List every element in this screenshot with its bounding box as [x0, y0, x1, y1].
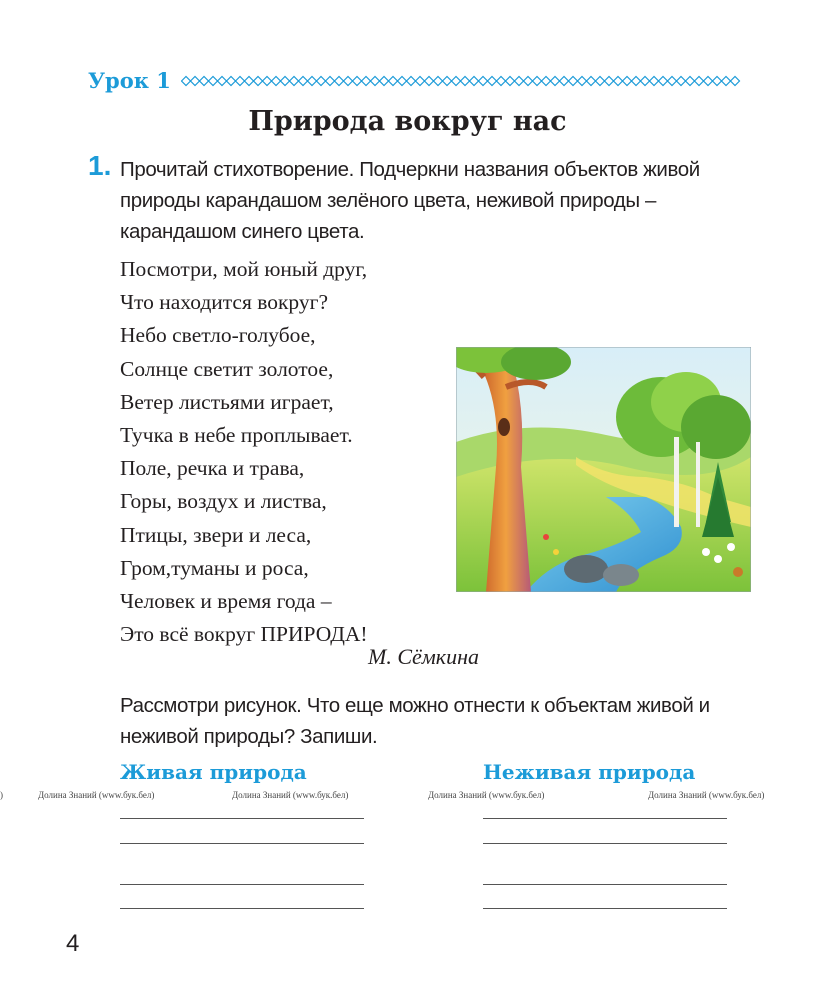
poem-line: Солнце светит золотое,	[120, 356, 334, 381]
answer-line[interactable]	[120, 908, 364, 909]
living-nature-heading: Живая природа	[120, 760, 307, 784]
watermark: Долина Знаний (www.бук.бел)	[232, 790, 349, 800]
task-instructions-2: Рассмотри рисунок. Что еще можно отнести к объектам живой и неживой природы? Запиши.	[120, 694, 710, 748]
answer-line[interactable]	[483, 884, 727, 885]
poem-line: Человек и время года –	[120, 589, 332, 614]
page-number: 4	[66, 930, 80, 957]
watermark: Долина Знаний (www.бук.бел)	[648, 790, 765, 800]
answer-line[interactable]	[483, 843, 727, 844]
nonliving-nature-heading: Неживая природа	[483, 760, 696, 784]
poem-author: М. Сёмкина	[368, 644, 480, 669]
poem-line: Гром,туманы и роса,	[120, 555, 309, 580]
poem-line: Посмотри, мой юный друг,	[120, 257, 368, 281]
answer-line[interactable]	[120, 818, 364, 819]
task-instructions: Прочитай стихотворение. Подчеркни названия объектов живой природы карандашом зелёного цвета, неживой природы – карандашом синего цвета.	[120, 158, 700, 243]
lesson-label: Урок 1	[88, 68, 171, 93]
poem-line: Это всё вокруг ПРИРОДА!	[120, 622, 368, 647]
watermark: Долина Знаний (www.бук.бел)	[428, 790, 545, 800]
poem-line: Горы, воздух и листва,	[120, 489, 327, 514]
poem-line: Ветер листьями играет,	[120, 389, 334, 414]
poem-line: Тучка в небе проплывает.	[120, 423, 353, 448]
poem	[120, 253, 368, 651]
poem-line: Птицы, звери и леса,	[120, 522, 312, 547]
poem-line: Поле, речка и трава,	[120, 456, 305, 481]
answer-line[interactable]	[120, 843, 364, 844]
watermark-edge: )	[0, 790, 3, 800]
nature-illustration	[456, 347, 751, 592]
answer-line[interactable]	[120, 884, 364, 885]
watermark: Долина Знаний (www.бук.бел)	[38, 790, 155, 800]
landscape-image	[456, 347, 751, 592]
page-title: Природа вокруг нас	[248, 106, 567, 137]
poem-line: Что находится вокруг?	[120, 290, 329, 315]
answer-line[interactable]	[483, 908, 727, 909]
answer-line[interactable]	[483, 818, 727, 819]
poem-line: Небо светло-голубое,	[120, 323, 316, 348]
lesson-header	[88, 68, 741, 93]
task-number: 1.	[88, 150, 112, 181]
diamond-ornament	[181, 75, 741, 87]
